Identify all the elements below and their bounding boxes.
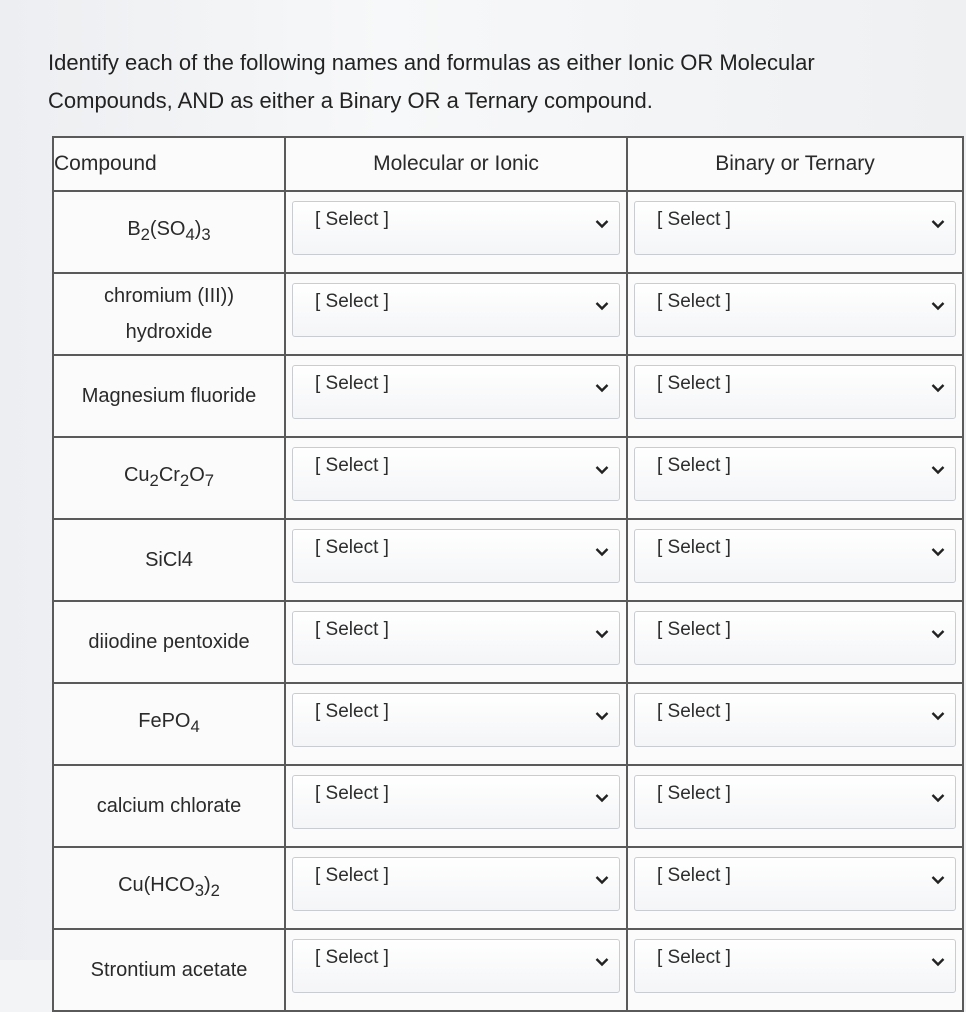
binary-or-ternary-select[interactable] xyxy=(634,365,956,419)
select-value: [ Select ] xyxy=(657,865,731,886)
molecular-or-ionic-select[interactable] xyxy=(292,693,620,747)
table-row xyxy=(53,191,963,273)
select-value: [ Select ] xyxy=(657,209,731,230)
select-value: [ Select ] xyxy=(657,373,731,394)
binary-or-ternary-select[interactable] xyxy=(634,857,956,911)
compound-name: Strontium acetate xyxy=(53,929,285,1011)
binary-or-ternary-select[interactable] xyxy=(634,529,956,583)
molecular-or-ionic-select[interactable] xyxy=(292,775,620,829)
compound-name: $Cu_2Cr_2O_7$ xyxy=(53,437,285,519)
select-value: [ Select ] xyxy=(315,701,389,722)
header-molecular-or-ionic: Molecular or Ionic xyxy=(285,137,627,191)
chevron-down-icon xyxy=(595,629,609,639)
binary-or-ternary-select[interactable] xyxy=(634,939,956,993)
chevron-down-icon xyxy=(931,219,945,229)
chevron-down-icon xyxy=(931,629,945,639)
select-value: [ Select ] xyxy=(657,783,731,804)
chevron-down-icon xyxy=(595,711,609,721)
table-row xyxy=(53,273,963,355)
binary-or-ternary-select[interactable] xyxy=(634,775,956,829)
chevron-down-icon xyxy=(931,875,945,885)
table-row xyxy=(53,601,963,683)
chevron-down-icon xyxy=(931,793,945,803)
chevron-down-icon xyxy=(931,547,945,557)
select-value: [ Select ] xyxy=(657,947,731,968)
binary-or-ternary-select[interactable] xyxy=(634,693,956,747)
chevron-down-icon xyxy=(931,383,945,393)
select-value: [ Select ] xyxy=(315,865,389,886)
header-compound: Compound xyxy=(53,137,285,191)
select-value: [ Select ] xyxy=(315,783,389,804)
chevron-down-icon xyxy=(931,301,945,311)
question-line-1: Identify each of the following names and formulas as either Ionic OR Molecular xyxy=(48,50,815,75)
molecular-or-ionic-select[interactable] xyxy=(292,365,620,419)
question-text xyxy=(48,44,928,120)
select-value: [ Select ] xyxy=(657,455,731,476)
select-value: [ Select ] xyxy=(315,537,389,558)
select-value: [ Select ] xyxy=(315,209,389,230)
table-row xyxy=(53,355,963,437)
molecular-or-ionic-select[interactable] xyxy=(292,447,620,501)
chevron-down-icon xyxy=(595,383,609,393)
binary-or-ternary-select[interactable] xyxy=(634,201,956,255)
chevron-down-icon xyxy=(595,301,609,311)
select-value: [ Select ] xyxy=(315,455,389,476)
select-value: [ Select ] xyxy=(315,947,389,968)
molecular-or-ionic-select[interactable] xyxy=(292,283,620,337)
select-value: [ Select ] xyxy=(657,537,731,558)
table-row xyxy=(53,437,963,519)
compound-name: chromium (III)) hydroxide xyxy=(53,273,285,355)
chevron-down-icon xyxy=(931,957,945,967)
answer-table xyxy=(52,136,964,1012)
compound-name: diiodine pentoxide xyxy=(53,601,285,683)
chevron-down-icon xyxy=(595,793,609,803)
select-value: [ Select ] xyxy=(315,373,389,394)
table-row xyxy=(53,929,963,1011)
binary-or-ternary-select[interactable] xyxy=(634,611,956,665)
chevron-down-icon xyxy=(595,957,609,967)
table-header-row xyxy=(53,137,963,191)
compound-name: Magnesium fluoride xyxy=(53,355,285,437)
binary-or-ternary-select[interactable] xyxy=(634,283,956,337)
question-line-2: Compounds, AND as either a Binary OR a Ternary compound. xyxy=(48,88,653,113)
chevron-down-icon xyxy=(595,875,609,885)
compound-name: $Cu(HCO_3)_2$ xyxy=(53,847,285,929)
compound-name: SiCl4 xyxy=(53,519,285,601)
table-row xyxy=(53,765,963,847)
molecular-or-ionic-select[interactable] xyxy=(292,939,620,993)
molecular-or-ionic-select[interactable] xyxy=(292,611,620,665)
chevron-down-icon xyxy=(595,465,609,475)
table-row xyxy=(53,519,963,601)
select-value: [ Select ] xyxy=(315,619,389,640)
chevron-down-icon xyxy=(595,547,609,557)
select-value: [ Select ] xyxy=(657,291,731,312)
table-row xyxy=(53,847,963,929)
select-value: [ Select ] xyxy=(657,619,731,640)
compound-name: $B_2(SO_4)_3$ xyxy=(53,191,285,273)
select-value: [ Select ] xyxy=(657,701,731,722)
molecular-or-ionic-select[interactable] xyxy=(292,529,620,583)
select-value: [ Select ] xyxy=(315,291,389,312)
molecular-or-ionic-select[interactable] xyxy=(292,857,620,911)
chevron-down-icon xyxy=(595,219,609,229)
chevron-down-icon xyxy=(931,711,945,721)
compound-name: FePO$_4$ xyxy=(53,683,285,765)
molecular-or-ionic-select[interactable] xyxy=(292,201,620,255)
table-row xyxy=(53,683,963,765)
header-binary-or-ternary: Binary or Ternary xyxy=(627,137,963,191)
compound-name: calcium chlorate xyxy=(53,765,285,847)
binary-or-ternary-select[interactable] xyxy=(634,447,956,501)
chevron-down-icon xyxy=(931,465,945,475)
